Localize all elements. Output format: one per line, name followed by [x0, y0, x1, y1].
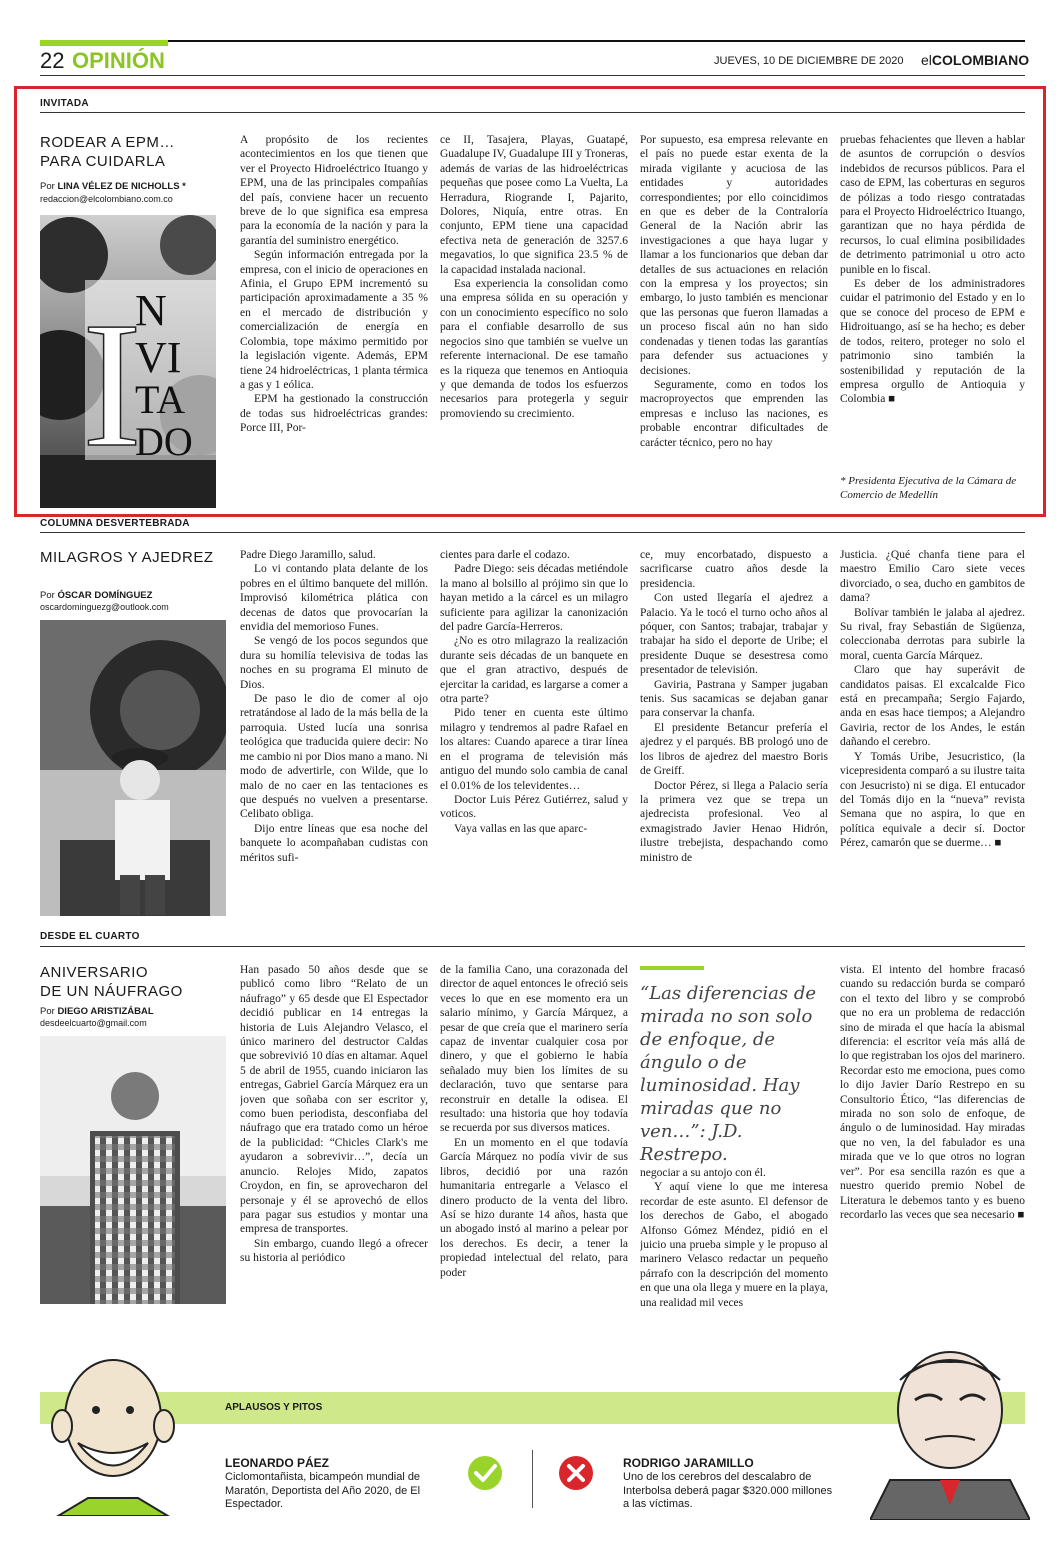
article3-rule: [40, 946, 1025, 947]
article2-rule: [40, 532, 1025, 533]
article1-title: RODEAR A EPM… PARA CUIDARLA: [40, 134, 175, 170]
badge-big-letter: I: [82, 285, 142, 484]
right-caricature: [870, 1340, 1030, 1520]
article1-column-3: Por supuesto, esa empresa relevante en el país no puede estar exenta de la mirada vigilante y acuciosa de las entidades y autoridades correspondientes; por ello coincidimos en que es deber de la Contraloría General de la Nación abrir las investigaciones a que haya lugar y llamar a los funcionarios que deban dar detalles de sus actuaciones en relación con la empresa y los proyectos; sin embargo, lo justo también es mencionar que las personas que fueron llamadas a un proceso fiscal aún no han sido condenadas y tienen todas las garantías para defender sus actuaciones y decisiones. Seguramente, como en todos los macroproyectos que emprenden las empresas e incluso las naciones, es probable encontrar dificultades de carácter técnico, pero no hay: [640, 134, 828, 449]
article3-title: ANIVERSARIO DE UN NÁUFRAGO: [40, 964, 183, 1000]
article1-column-2: ce II, Tasajera, Playas, Guatapé, Guadalupe IV, Guadalupe III y Troneras, además de varias de las hidroeléctricas pequeñas que posee como La Vuelta, La Herradura, Riogrande I, Pajarito, Dolores, Niquía, entre otras. En conjunto, EPM tiene una capacidad efectiva neta de generación de 3257.6 megavatios, lo que significa 23.5 % de la capacidad instalada nacional. Esa experiencia la consolidan como una empresa sólida en su operación y con un conocimiento específico no solo para el confiable desarrollo de sus negocios sino que también se vuelve un referente internacional. De ese tamaño es la riqueza que tenemos en Antioquia y que demanda de todos los esfuerzos necesarios para protegerla y seguir promoviendo su crecimiento.: [440, 134, 628, 420]
article3-column-2: de la familia Cano, una corazonada del director de aquel entonces le ofreció seis veces lo que en ese momento era un salario mínimo, y García Márquez, a pesar de que creía que el marinero sería capaz de inventar cualquier cosa por dinero, y que el gobierno le había señalado muy bien los límites de su declaración, tuvo que sentarse para reconstruir en detalle la odisea. El resultado: una historia que hoy todavía se recuerda por sus diversos matices. En un momento en el que todavía García Márquez no podía vivir de sus libros, decidió por una razón humanitaria entregarle a Velasco el dinero producto de la venta del libro. Así se hizo durante 14 años, hasta que un abogado instó al marino a pelear por los derechos. Es decir, a tener la propiedad intelectual del relato, para poder: [440, 964, 628, 1279]
article3-column-4: vista. El intento del hombre fracasó cuando su redacción burda se comparó con el texto del libro y se comprobó que no era un problema de redacción sino de mirada el que hacía la abismal diferencia: el escritor veía más allá de lo que registraban los ojos del marinero. Recordar esto me emociona, pues como lo dijo Javier Darío Restrepo en su Consultorio Ético, “las diferencias de mirada no son solo de enfoque, de ángulo o de luminosidad. Hay miradas que no ven, la del fabulador es una mirada que ve lo que otros no logran ver”. Por esa sencilla razón es que a nuestro querido premio Nobel de Literatura le debemos tanto y es bueno recordarlo las veces que sea necesario ■: [840, 964, 1025, 1221]
aplausos-right-desc: Uno de los cerebros del descalabro de Interbolsa deberá pagar $320.000 millones a las víctimas.: [623, 1471, 833, 1510]
issue-date: JUEVES, 10 DE DICIEMBRE DE 2020: [714, 55, 904, 67]
badge-line-4: DO: [135, 419, 193, 464]
article3-kicker: DESDE EL CUARTO: [40, 931, 140, 942]
aplausos-divider: [532, 1450, 533, 1508]
article3-email: desdeelcuarto@gmail.com: [40, 1018, 147, 1028]
x-icon: [558, 1455, 594, 1491]
header-rule: [40, 75, 1025, 76]
article3-byline: Por DIEGO ARISTIZÁBAL: [40, 1006, 154, 1017]
article1-kicker: INVITADA: [40, 98, 89, 109]
article2-email: oscardominguezg@outlook.com: [40, 602, 169, 612]
article2-author-photo: [40, 620, 226, 916]
aplausos-left-name: LEONARDO PÁEZ: [225, 1456, 330, 1470]
article2-column-3: ce, muy encorbatado, dispuesto a sacrificarse cuatro años desde la presidencia. Con usted llegaría el ajedrez a Palacio. Ya le tocó el turno ocho años al póquer, con Santos; trabajar, trabajar y trabajar ha sido el deporte de Uribe; el presidente Duque se desestresa como presentador de televisión. Gaviria, Pastrana y Samper jugaban tenis. Sus sacamicas se dejaban ganar para conservar la chanfa. El presidente Betancur prefería el ajedrez y el parqués. BB prologó uno de los libros de ajedrez del maestro Boris de Greiff. Doctor Pérez, si llega a Palacio sería la primera vez que se trepa un ajedrecista profesional. Veo al exmagistrado Javier Henao Hidrón, ilustre trebejista, despachando como ministro de: [640, 549, 828, 864]
article2-column-2: cientes para darle el codazo. Padre Diego: seis décadas metiéndole la mano al bolsillo al prójimo sin que lo hayan metido a la cárcel es un milagro suficiente para agilizar la canonización del padre García-Herreros. ¿No es otro milagrazo la realización durante seis décadas de un banquete en que el gran atractivo, después de ejercitar la caridad, es largarse a comer a otra parte? Pido tener en cuenta este último milagro y tendremos al padre Rafael en los altares: Cuando aparece a tirar línea en el programa de televisión más antiguo del mundo solo cambia de canal el 0.01% de los televidentes… Doctor Luis Pérez Gutiérrez, salud y voticos. Vaya vallas en las que aparc-: [440, 549, 628, 835]
article1-column-4: pruebas fehacientes que lleven a hablar de asuntos de corrupción o desvíos indebidos de recursos públicos. Para el caso de EPM, las coberturas en seguros de pólizas a todo riesgo contratadas para el Proyecto Hidroeléctrico Ituango, garantizan que no haya pérdida de recursos, lo cual elimina posibilidades de detrimento patrimonial u otro acto punible en lo fiscal. Es deber de los administradores cuidar el patrimonio del Estado y en lo que se conoce del proceso de EPM e Hidroituango, así se ha hecho; es deber de todos, reitero, proteger no solo el patrimonio sino también la sostenibilidad y reputación de la empresa orgullo de Antioquia y Colombia ■: [840, 134, 1025, 406]
aplausos-title: APLAUSOS Y PITOS: [225, 1402, 323, 1413]
article2-column-1: Padre Diego Jaramillo, salud. Lo vi contando plata delante de los pobres en el último banquete del millón. Improvisó kilométrica plática con decenas de datos que provocarían la envidia del memorioso Funes. Se vengó de los pocos segundos que dura su homilía televisiva de todas las noches en su programa El minuto de Dios. De paso le dio de comer al ojo retratándose al lado de la más bella de la parroquia. Usted lucía una sonrisa teológica que traducida quiere decir: No me cambio ni por Dios mano a mano. Ni modo de advertirle, con Wilde, que lo malo de no caer en las tentaciones es que después no vuelven a presentarse. Celibato obliga. Dijo entre líneas que esa noche del banquete lo acompañaban cudistas con méritos sufi-: [240, 549, 428, 864]
article2-column-4: Justicia. ¿Qué chanfa tiene para el maestro Emilio Caro siete veces divorciado, o sea, ducho en gambitos de dama? Bolívar también le jalaba al ajedrez. Su rival, fray Sebastián de Sigüenza, coleccionaba derrotas para subirle la moral, cuenta García Márquez. Claro que hay superávit de candidatos paisas. El excalcalde Fico está en precampaña; Sergio Fajardo, anda en esas hace tiempos; a Alejandro Gaviria, rector de los Andes, le están dañando el cerebro. Y Tomás Uribe, Jesucristico, (la vicepresidenta comparó a su ilustre taita con Jesucristo) ni se diga. El entucador del Tomás dijo en la “nueva” revista Semana que no aspira, lo que en política equivale a decir sí. Doctor Pérez, camarón que se duerme… ■: [840, 549, 1025, 850]
article3-column-1: Han pasado 50 años desde que se publicó como libro “Relato de un náufrago” y 65 desde que El Espectador decidió publicar en 14 entregas la historia de Luis Alejandro Velasco, el único marinero del destructor Caldas que sobrevivió 10 días en altamar. Aquel 5 de abril de 1955, cuando iniciaron las entregas, Gabriel García Márquez era un joven que soñaba con ser escritor y, como buen periodista, desconfiaba del náufrago que era tratado como un héroe de la publicidad: “Chicles Clark's me ayudaron a sobrevivir…”, decía un anuncio. Relojes Mido, zapatos Croydon, en fin, se aprovecharon del personaje y él se aprovechó de ellos para pagar sus estudios y montar una empresa de transportes. Sin embargo, cuando llegó a ofrecer su historia al periódico: [240, 964, 428, 1265]
section-name: OPINIÓN: [72, 48, 165, 73]
article1-footnote: * Presidenta Ejecutiva de la Cámara de Comercio de Medellín: [840, 475, 1017, 501]
aplausos-left-desc: Ciclomontañista, bicampeón mundial de Maratón, Deportista del Año 2020, de El Espectador.: [225, 1471, 421, 1510]
badge-line-3: TA: [135, 377, 186, 422]
article1-column-1: A propósito de los recientes acontecimientos en los que tienen que ver el Proyecto Hidroeléctrico Ituango y EPM, una de las principales compañías del país, conviene hacer un recuento breve de lo que significa esa empresa para la economía de la nación y para la garantía del suministro energético. Según información entregada por la empresa, con el inicio de operaciones en Afinia, el Grupo EPM incrementó su participación aproximadamente a 35 % en el mercado de distribución y comercialización de energía en Colombia, tope máximo permitido por la legislación vigente. Además, EPM tiene 24 hidroeléctricas, 1 planta térmica a gas y 1 eólica. EPM ha gestionado la construcción de todas sus hidroeléctricas grandes: Porce III, Por-: [240, 134, 428, 435]
badge-line-2: VI: [135, 333, 182, 382]
article2-byline: Por ÓSCAR DOMÍNGUEZ: [40, 590, 153, 601]
pull-quote: “Las diferencias de mirada no son solo de enfoque, de ángulo o de luminosidad. Hay miradas que no ven…”: J.D. Restrepo.: [640, 983, 816, 1165]
article1-byline: Por LINA VÉLEZ DE NICHOLLS *: [40, 181, 186, 192]
top-rule: [40, 40, 1025, 42]
article1-rule: [40, 112, 1025, 113]
left-caricature: [48, 1348, 178, 1516]
article3-column-3: negociar a su antojo con él. Y aquí viene lo que me interesa recordar de este asunto. El defensor de los derechos de Gabo, el abogado Alfonso Gómez Méndez, pidió en el juicio una prueba simple y le propuso al marinero Velasco redactar un pequeño párrafo con la descripción del momento en que una ola llega y muere en la playa, una realidad mil veces: [640, 1167, 828, 1309]
article2-kicker: COLUMNA DESVERTEBRADA: [40, 518, 190, 529]
masthead-brand: elCOLOMBIANO: [921, 52, 1030, 68]
article1-photo: [40, 215, 216, 508]
page-number: 22: [40, 48, 65, 73]
aplausos-right-name: RODRIGO JARAMILLO: [623, 1456, 754, 1470]
quote-accent: [640, 966, 704, 970]
article3-author-photo: [40, 1036, 226, 1304]
article2-title: MILAGROS Y AJEDREZ: [40, 549, 214, 566]
article1-email: redaccion@elcolombiano.com.co: [40, 194, 173, 204]
badge-line-1: N: [135, 286, 167, 335]
check-icon: [467, 1455, 503, 1491]
section-accent-bar: [40, 40, 168, 46]
